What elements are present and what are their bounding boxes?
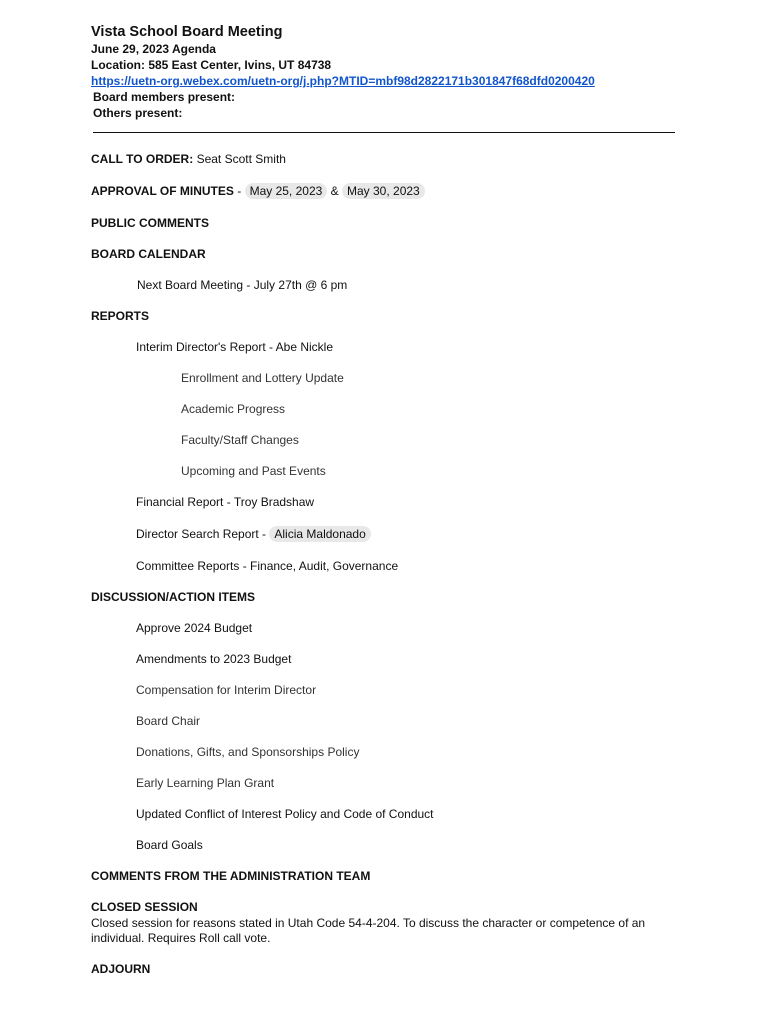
upcoming-past-events: Upcoming and Past Events — [181, 464, 326, 478]
enrollment-update: Enrollment and Lottery Update — [181, 371, 344, 385]
list-item: Compensation for Interim Director — [136, 683, 317, 697]
list-item: Updated Conflict of Interest Policy and Code of Conduct — [136, 807, 434, 821]
minutes-chip-may-30[interactable]: May 30, 2023 — [342, 183, 425, 199]
document-header — [91, 24, 691, 133]
list-item: Amendments to 2023 Budget — [136, 652, 292, 666]
minutes-label: APPROVAL OF MINUTES — [91, 184, 234, 198]
closed-session-text: Closed session for reasons stated in Utah Code 54-4-204. To discuss the character or competence of an individual. Requires Roll call vote. — [91, 916, 646, 945]
call-to-order-text: Seat Scott Smith — [196, 152, 286, 166]
admin-comments-heading: COMMENTS FROM THE ADMINISTRATION TEAM — [91, 869, 371, 883]
others-present: Others present: — [93, 106, 183, 120]
list-item: Early Learning Plan Grant — [136, 776, 275, 790]
financial-report: Financial Report - Troy Bradshaw — [136, 495, 315, 509]
divider-line — [93, 132, 675, 133]
call-to-order — [91, 152, 286, 167]
academic-progress: Academic Progress — [181, 402, 286, 416]
call-to-order-label: CALL TO ORDER: — [91, 152, 194, 166]
meeting-title: Vista School Board Meeting — [91, 24, 283, 40]
interim-director-report: Interim Director's Report - Abe Nickle — [136, 340, 334, 354]
adjourn-heading: ADJOURN — [91, 962, 151, 976]
list-item: Donations, Gifts, and Sponsorships Policy — [136, 745, 360, 759]
list-item: Board Goals — [136, 838, 203, 852]
board-calendar-heading: BOARD CALENDAR — [91, 247, 206, 261]
minutes-dash: - — [233, 184, 245, 198]
director-search-chip[interactable]: Alicia Maldonado — [269, 526, 370, 542]
list-item: Approve 2024 Budget — [136, 621, 253, 635]
faculty-staff-changes: Faculty/Staff Changes — [181, 433, 299, 447]
minutes-ampersand: & — [330, 184, 339, 198]
closed-session-heading: CLOSED SESSION — [91, 900, 198, 914]
minutes-chip-may-25[interactable]: May 25, 2023 — [245, 183, 328, 199]
public-comments-heading: PUBLIC COMMENTS — [91, 216, 209, 230]
agenda-date: June 29, 2023 Agenda — [91, 42, 216, 56]
approval-of-minutes — [91, 184, 425, 199]
committee-reports: Committee Reports - Finance, Audit, Governance — [136, 559, 399, 573]
director-search-label: Director Search Report - — [136, 527, 270, 541]
reports-heading: REPORTS — [91, 309, 150, 323]
director-search-report — [136, 527, 371, 542]
next-board-meeting: Next Board Meeting - July 27th @ 6 pm — [137, 278, 348, 292]
discussion-heading: DISCUSSION/ACTION ITEMS — [91, 590, 256, 604]
meeting-location: Location: 585 East Center, Ivins, UT 84738 — [91, 58, 332, 72]
webex-link[interactable]: https://uetn-org.webex.com/uetn-org/j.php?MTID=mbf98d2822171b301847f68dfd0200420 — [91, 74, 595, 88]
board-members-present: Board members present: — [93, 90, 236, 104]
list-item: Board Chair — [136, 714, 201, 728]
